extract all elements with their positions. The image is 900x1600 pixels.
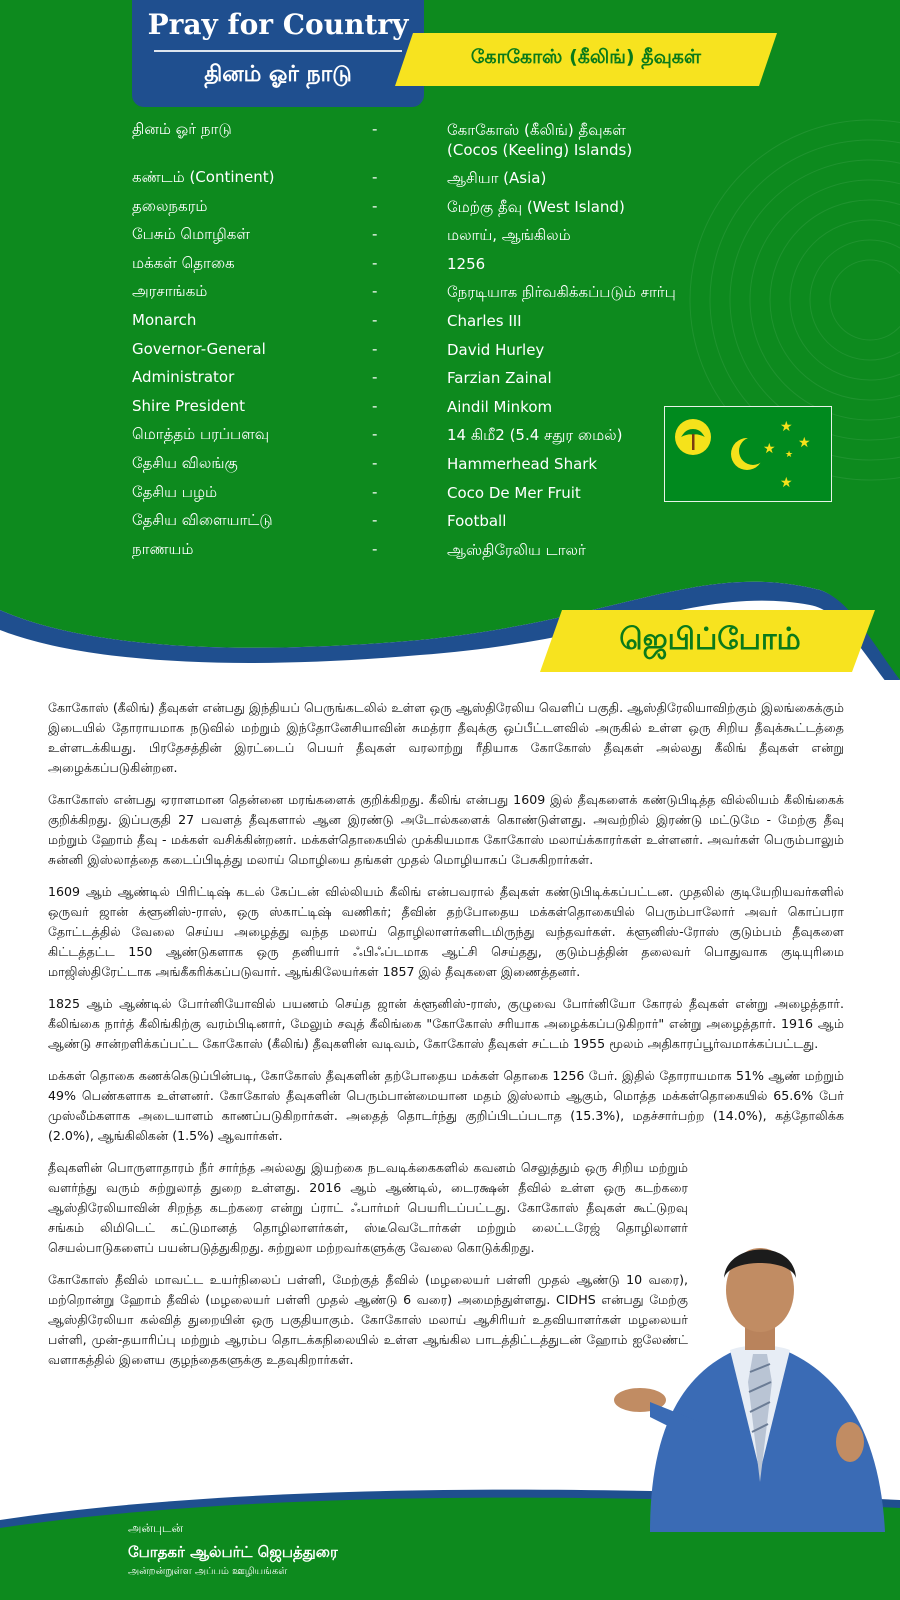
info-row: [132, 511, 732, 540]
cocos-keeling-flag-icon: [664, 406, 832, 502]
info-value-line-2: (Cocos (Keeling) Islands): [447, 141, 633, 159]
info-value: [447, 197, 747, 217]
info-value-line: Coco De Mer Fruit: [447, 483, 581, 502]
info-row: [132, 225, 732, 254]
info-key: தேசிய விலங்கு: [132, 453, 238, 472]
info-dash: -: [372, 253, 378, 272]
signature-name: போதகர் ஆல்பர்ட் ஜெபத்துரை: [128, 1543, 338, 1561]
info-value: [447, 168, 747, 188]
info-key: Monarch: [132, 310, 197, 329]
info-value-line: David Hurley: [447, 340, 545, 359]
svg-text:★: ★: [798, 435, 811, 451]
info-value: [447, 254, 747, 274]
info-value: [447, 282, 747, 302]
info-row: [132, 483, 732, 512]
svg-text:★: ★: [780, 419, 793, 435]
info-key: நாணயம்: [132, 539, 194, 558]
title-box: [132, 0, 424, 107]
title-tamil: தினம் ஓர் நாடு: [204, 62, 352, 87]
info-value-line: 14 கிமீ2 (5.4 சதுர மைல்): [447, 426, 623, 445]
info-key: அரசாங்கம்: [132, 282, 208, 301]
info-dash: -: [372, 453, 378, 472]
info-row: [132, 120, 732, 168]
info-key: Administrator: [132, 368, 235, 387]
info-dash: -: [372, 120, 378, 138]
info-row: [132, 454, 732, 483]
info-dash: -: [372, 396, 378, 415]
title-english: Pray for Country: [147, 8, 409, 41]
info-value-line: நேரடியாக நிர்வகிக்கப்படும் சார்பு: [447, 283, 676, 302]
signature-ministry: அன்றன்றுள்ள அப்பம் ஊழியங்கள்: [128, 1566, 288, 1577]
info-row: [132, 368, 732, 397]
info-dash: -: [372, 511, 378, 530]
info-value-line: Hammerhead Shark: [447, 454, 598, 473]
info-value: [447, 311, 747, 331]
info-dash: -: [372, 282, 378, 301]
info-dash: -: [372, 368, 378, 387]
info-dash: -: [372, 539, 378, 558]
info-key: தினம் ஓர் நாடு: [132, 120, 232, 138]
info-row: [132, 168, 732, 197]
info-value: [447, 120, 747, 160]
info-value-line: Charles III: [447, 311, 522, 330]
signature-greeting: அன்புடன்: [128, 1521, 184, 1535]
article-paragraph: தீவுகளின் பொருளாதாரம் நீர் சார்ந்த அல்லது இயற்கை நடவடிக்கைகளில் கவனம் செலுத்தும் ஒரு சிறிய மற்றும் வளர்ந்து வரும் சுற்றுலாத் துறை உள்ளது. 2016 ஆம் ஆண்டில், டைரக்ஷன் தீவில் உள்ள ஒரு கடற்கரை ஆஸ்திரேலியாவின் சிறந்த கடற்கரை என்று ப்ராட் ஃபார்மர் பெயரிடப்பட்டது. கோகோஸ் தீவுகள் கூட்டுறவு சங்கம் லிமிடெட் கட்டுமானத் தொழிலாளர்கள், ஸ்டீவெடோர்கள் மற்றும் லைட்டரேஜ் தொழிலாளர் செயல்பாடுகளைப் பயன்படுத்துகிறது. சுற்றுலா மற்றவர்களுக்கு வேலை கொடுக்கிறது.: [48, 1160, 688, 1255]
info-value: [447, 511, 747, 531]
info-key: பேசும் மொழிகள்: [132, 225, 250, 244]
info-row: [132, 311, 732, 340]
article-paragraph: கோகோஸ் என்பது ஏராளமான தென்னை மரங்களைக் குறிக்கிறது. கீலிங் என்பது 1609 இல் தீவுகளைக் கண்டுபிடித்த வில்லியம் கீலிங்கைக் குறிக்கிறது. இப்பகுதி 27 பவளத் தீவுகளால் ஆன இரண்டு அடோல்களைக் கொண்டுள்ளது. அவற்றில் இரண்டு மட்டுமே - மேற்கு தீவு மற்றும் ஹோம் தீவு - மக்கள் வசிக்கின்றனர். மக்கள்தொகையில் முக்கியமாக கோகோஸ் மலாய்க்காரர்கள் உள்ளனர். அவர்கள் பெரும்பாலும் சுன்னி இஸ்லாத்தை கடைப்பிடித்து மலாய் மொழியை தங்கள் முதல் மொழியாகப் பேசுகிறார்கள்.: [48, 792, 844, 867]
info-value-line: மேற்கு தீவு (West Island): [447, 197, 625, 216]
svg-text:★: ★: [785, 450, 794, 460]
info-value: [447, 340, 747, 360]
info-value-line: Aindil Minkom: [447, 397, 553, 416]
article-paragraph: கோகோஸ் (கீலிங்) தீவுகள் என்பது இந்தியப் பெருங்கடலில் உள்ள ஒரு ஆஸ்திரேலிய வெளிப் பகுதி. ஆஸ்திரேலியாவிற்கும் இலங்கைக்கும் இடையில் தோராயமாக நடுவில் மற்றும் இந்தோனேசியாவின் சுமத்ரா தீவுக்கு ஒப்பீட்டளவில் அருகில் உள்ள ஒரு சிறிய தீவுக்கூட்டத்தை உள்ளடக்கியது. பிரதேசத்தின் இரட்டைப் பெயர் தீவுகள் வரலாற்று ரீதியாக கோகோஸ் தீவுகள் அல்லது கீலிங் தீவுகள் என்று அழைக்கப்படுகின்றன.: [48, 700, 844, 775]
speaker-portrait-icon: [610, 1232, 900, 1532]
info-value-line: 1256: [447, 254, 486, 273]
info-row: [132, 425, 732, 454]
info-dash: -: [372, 339, 378, 358]
info-value-line: Football: [447, 512, 507, 531]
info-row: [132, 254, 732, 283]
info-value: [447, 225, 747, 245]
info-dash: -: [372, 425, 378, 444]
info-value-line: மலாய், ஆங்கிலம்: [447, 226, 571, 245]
info-key: மக்கள் தொகை: [132, 253, 235, 272]
info-dash: -: [372, 310, 378, 329]
info-value: [447, 540, 747, 560]
country-info-table: [132, 120, 732, 568]
title-divider: [154, 50, 402, 52]
info-row: [132, 282, 732, 311]
info-key: Shire President: [132, 396, 245, 415]
info-value-line: Farzian Zainal: [447, 369, 552, 388]
info-value: [447, 368, 747, 388]
info-key: தேசிய விளையாட்டு: [132, 511, 273, 530]
info-key: தேசிய பழம்: [132, 482, 218, 501]
info-dash: -: [372, 196, 378, 215]
info-row: [132, 540, 732, 569]
article-paragraph: மக்கள் தொகை கணக்கெடுப்பின்படி, கோகோஸ் தீவுகளின் தற்போதைய மக்கள் தொகை 1256 பேர். இதில் தோராயமாக 51% ஆண் மற்றும் 49% பெண்களாக உள்ளனர். கோகோஸ் தீவுகளின் பெரும்பான்மையான மதம் இஸ்லாம் ஆகும், மொத்த மக்கள்தொகையில் 65.6% பேர் முஸ்லீம்களாக அடையாளம் காணப்படுகிறார்கள். அதைத் தொடர்ந்து குறிப்பிடப்படாத (15.3%), மதச்சார்பற்ற (14.0%), கத்தோலிக்க (2.0%), ஆங்கிலிகன் (1.5%) ஆவார்கள்.: [48, 1068, 844, 1143]
info-row: [132, 340, 732, 369]
svg-text:★: ★: [780, 475, 793, 491]
info-dash: -: [372, 482, 378, 501]
info-key: Governor-General: [132, 339, 266, 358]
article-paragraph: 1609 ஆம் ஆண்டில் பிரிட்டிஷ் கடல் கேப்டன் வில்லியம் கீலிங் என்பவரால் தீவுகள் கண்டுபிடிக்கப்பட்டன. முதலில் குடியேறியவர்களில் ஒருவர் ஜான் க்ளூனிஸ்-ராஸ், ஒரு ஸ்காட்டிஷ் வணிகர்; தீவின் தற்போதைய மக்கள்தொகையில் பெரும்பாலோர் அவர் கொப்பரா தோட்டத்தில் வேலை செய்ய அழைத்து வந்த மலாய் தொழிலாளர்களிடமிருந்து வந்தவர்கள். க்ளூனிஸ்-ரோஸ் குடும்பம் தீவுகளை கிட்டத்தட்ட 150 ஆண்டுகளாக ஒரு தனியார் ஃபிஃப்டமாக ஆட்சி செய்தது, குடும்பத்தின் தலைவர் பொதுவாக குடியுரிமை மாஜிஸ்திரேட்டாக அங்கீகரிக்கப்படுவார். ஆங்கிலேயர்கள் 1857 இல் தீவுகளை இணைத்தனர்.: [48, 884, 844, 979]
info-key: தலைநகரம்: [132, 196, 208, 215]
info-dash: -: [372, 168, 378, 186]
info-value-line: கோகோஸ் (கீலிங்) தீவுகள்: [447, 121, 626, 139]
pray-heading: ஜெபிப்போம்: [619, 622, 801, 657]
article-paragraph: கோகோஸ் தீவில் மாவட்ட உயர்நிலைப் பள்ளி, மேற்குத் தீவில் (மழலையர் பள்ளி முதல் ஆண்டு 10 வரை), மற்றொன்று ஹோம் தீவில் (மழலையர் பள்ளி முதல் ஆண்டு 6 வரை) அமைந்துள்ளது. CIDHS என்பது மேற்கு ஆஸ்திரேலியா கல்வித் துறையின் ஒரு பகுதியாகும். கோகோஸ் மலாய் ஆசிரியர் உதவியாளர்கள் மழலையர் பள்ளி, முன்-தயாரிப்பு மற்றும் ஆரம்ப தொடக்கநிலையில் உள்ள ஆங்கில பாடத்திட்டத்துடன் ஹோம் ஐலேண்ட் வளாகத்தில் இளைய குழந்தைகளுக்கு உதவுகிறார்கள்.: [48, 1272, 688, 1367]
info-value-line: ஆசியா (Asia): [447, 169, 547, 187]
info-key: கண்டம் (Continent): [132, 168, 275, 186]
info-key: மொத்தம் பரப்பளவு: [132, 425, 270, 444]
info-row: [132, 397, 732, 426]
country-name: கோகோஸ் (கீலிங்) தீவுகள்: [470, 46, 702, 68]
info-value-line: ஆஸ்திரேலிய டாலர்: [447, 540, 586, 559]
info-row: [132, 197, 732, 226]
svg-text:★: ★: [763, 441, 776, 457]
article-paragraph: 1825 ஆம் ஆண்டில் போர்னியோவில் பயணம் செய்த ஜான் க்ளூனிஸ்-ராஸ், குழுவை போர்னியோ கோரல் தீவுகள் என்று அழைத்தார். கீலிங்கை நார்த் கீலிங்கிற்கு வரம்பிடினார், மேலும் சவுத் கீலிங்கை "கோகோஸ் சரியாக அழைக்கப்படுகிறார்" என்று அழைத்தார். 1916 ஆம் ஆண்டு சான்றளிக்கப்பட்ட கோகோஸ் (கீலிங்) தீவுகளின் வடிவம், கோகோஸ் தீவுகள் சட்டம் 1955 மூலம் அதிகாரப்பூர்வமாக்கப்பட்டது.: [48, 996, 844, 1051]
info-dash: -: [372, 225, 378, 244]
